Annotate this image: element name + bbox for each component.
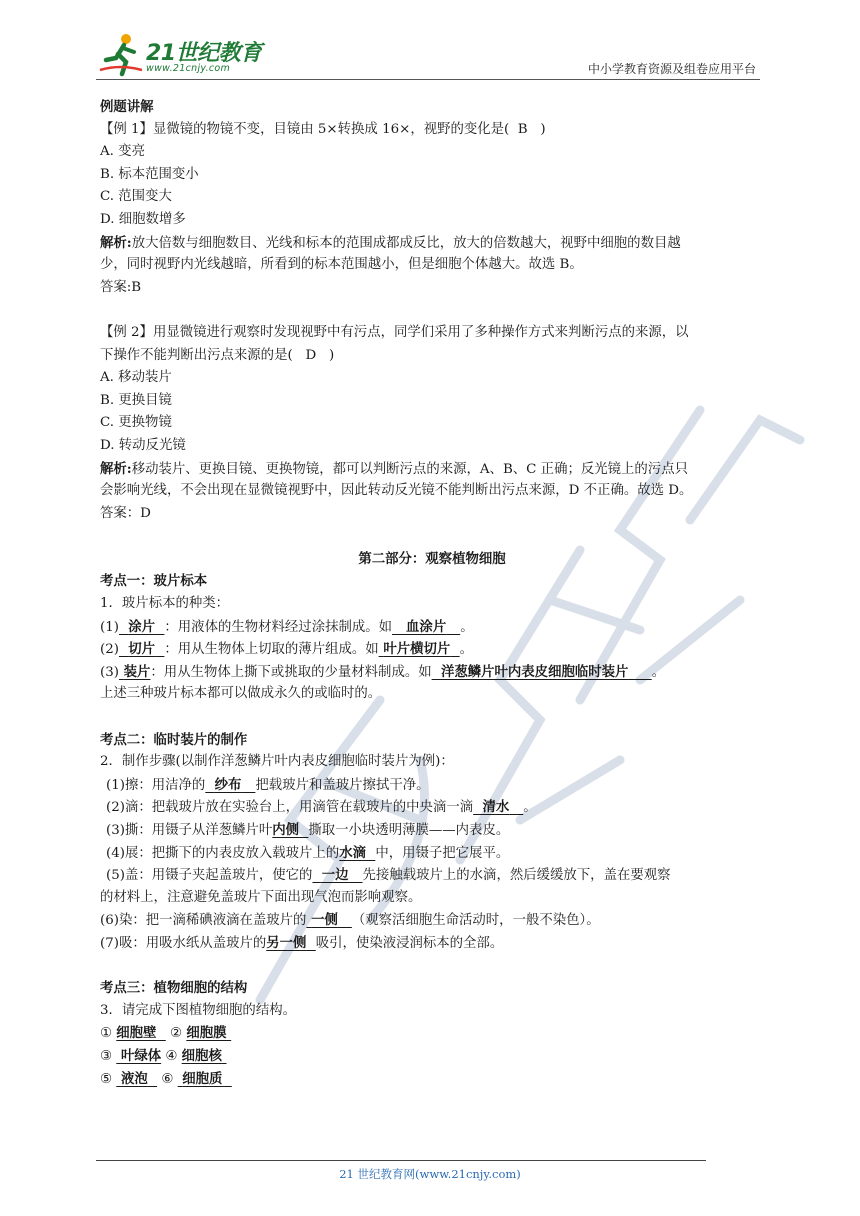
structure-row (100, 1068, 764, 1091)
fill-blank-value: 细胞壁 (116, 1025, 157, 1042)
row-number: (1) (100, 619, 119, 635)
fill-blank (178, 1071, 232, 1087)
step-row (100, 842, 764, 865)
fill-blank-value: 细胞质 (182, 1070, 223, 1087)
fill-blank (272, 822, 308, 838)
row-text: ：用从生物体上撕下或挑取的少量材料制成。如 (150, 664, 432, 680)
example-1-question (100, 119, 764, 142)
logo-url: www.21cnjy.com (146, 63, 231, 74)
kaodian-2-intro: 2．制作步骤(以制作洋葱鳞片叶内表皮细胞临时装片为例)： (100, 754, 454, 770)
fill-blank (339, 845, 375, 861)
kaodian-1-heading: 考点一：玻片标本 (100, 573, 208, 590)
analysis-label: 解析: (100, 234, 132, 251)
example-2-answer: 答案：D (100, 505, 151, 521)
step-row (100, 932, 764, 955)
option: A. 移动装片 (100, 370, 172, 386)
structure-row (100, 1045, 764, 1068)
runner-icon (96, 30, 144, 78)
step-text: (3)撕：用镊子从洋葱鳞片叶 (106, 823, 273, 838)
footer-text: 21 世纪教育网(www.21cnjy.com) (339, 1167, 521, 1181)
option: C. 范围变大 (100, 189, 172, 205)
example-1-answer-mark: B (517, 121, 528, 137)
step-text: 的材料上，注意避免盖玻片下面出现气泡而影响观察。 (100, 889, 422, 905)
fill-blank (392, 619, 460, 635)
kaodian-3-intro: 3．请完成下图植物细胞的结构。 (100, 1002, 296, 1018)
kaodian-1-note: 上述三种玻片标本都可以做成永久的或临时的。 (100, 686, 382, 702)
example-1-analysis (100, 232, 764, 255)
step-text: (6)染：把一滴稀碘液滴在盖玻片的 (100, 913, 307, 929)
row-text: ：用液体的生物材料经过涂抹制成。如 (164, 619, 393, 635)
option: B. 标本范围变小 (100, 166, 199, 182)
fill-blank-value: 另一侧 (266, 934, 307, 951)
example-1-close: ) (540, 121, 546, 137)
fill-blank (306, 912, 351, 928)
analysis-label: 解析: (100, 460, 132, 477)
fill-blank (116, 1025, 166, 1041)
fill-blank-value: 叶片横切片 (383, 641, 451, 658)
fill-blank (119, 641, 164, 657)
row-end: 。 (460, 619, 474, 635)
step-text: （观察活细胞生命活动时，一般不染色）。 (351, 913, 600, 929)
fill-blank-value: 洋葱鳞片叶内表皮细胞临时装片 (440, 663, 629, 680)
fill-blank-value: 细胞膜 (186, 1025, 227, 1042)
step-text: (4)展：把撕下的内表皮放入载玻片上的 (106, 845, 340, 861)
item-number: ③ (100, 1048, 113, 1064)
example-2-answer-mark: D (305, 347, 317, 363)
example-2-prefix: 【例 2】 (100, 324, 153, 340)
step-row (100, 796, 764, 819)
slide-type-row (100, 638, 764, 661)
example-2-question-cont (100, 345, 764, 368)
platform-name: 中小学教育资源及组卷应用平台 (587, 62, 756, 76)
step-text: 吸引，使染液浸润标本的全部。 (315, 935, 504, 951)
row-end: 。 (651, 664, 666, 680)
fill-blank (182, 1048, 227, 1064)
fill-blank-value: 血涂片 (406, 618, 447, 635)
step-row (100, 864, 764, 887)
step-text: (1)擦：用洁净的 (106, 777, 206, 793)
step-text: (2)滴：把载玻片放在实验台上，用滴管在载玻片的中央滴一滴 (106, 800, 474, 816)
fill-blank-value: 叶绿体 (120, 1047, 162, 1064)
step-text: 。 (523, 800, 537, 816)
example-2-close: ) (329, 347, 335, 363)
step-text: (5)盖：用镊子夹起盖玻片，使它的 (106, 868, 313, 884)
step-text: 撕取一小块透明薄膜——内表皮。 (308, 823, 510, 838)
example-2-analysis (100, 458, 764, 481)
step-text: 先接触载玻片上的水滴，然后缓缓放下，盖在要观察 (362, 868, 671, 884)
fill-blank-value: 涂片 (128, 618, 156, 635)
fill-blank (432, 664, 652, 680)
analysis-text: 少，同时视野内光线越暗，所看到的标本范围越小，但是细胞个体越大。故选 B。 (100, 257, 583, 273)
fill-blank (116, 1071, 157, 1087)
fill-blank-value: 清水 (482, 799, 510, 816)
fill-blank-value: 内侧 (272, 822, 300, 838)
document-body (100, 96, 764, 1090)
option: D. 转动反光镜 (100, 437, 186, 453)
fill-blank-value: 切片 (128, 641, 156, 658)
analysis-text: 放大倍数与细胞数目、光线和标本的范围成都成反比，放大的倍数越大，视野中细胞的数目越 (131, 235, 681, 251)
item-number: ① (100, 1026, 113, 1042)
fill-blank-value: 一边 (321, 867, 349, 884)
option: D. 细胞数增多 (100, 211, 186, 227)
example-1-answer: 答案:B (100, 279, 142, 295)
logo (96, 30, 266, 78)
example-2-question (100, 322, 764, 345)
row-number: (2) (100, 642, 119, 658)
fill-blank-value: 液泡 (120, 1070, 148, 1087)
step-row (100, 819, 764, 842)
row-text: ：用从生物体上切取的薄片组成。如 (164, 642, 379, 658)
part2-title: 第二部分：观察植物细胞 (358, 550, 506, 567)
row-end: 。 (459, 642, 473, 658)
item-number: ② (170, 1026, 183, 1042)
fill-blank (312, 867, 362, 883)
page-header (96, 30, 760, 80)
fill-blank (379, 641, 460, 657)
fill-blank-value: 细胞核 (181, 1047, 222, 1064)
fill-blank (119, 619, 164, 635)
example-2-text: 用显微镜进行观察时发现视野中有污点，同学们采用了多种操作方式来判断污点的来源，以 (152, 324, 689, 340)
kaodian-3-heading: 考点三：植物细胞的结构 (100, 980, 248, 997)
fill-blank (119, 664, 150, 680)
fill-blank-value: 一侧 (311, 912, 338, 929)
example-2-text: 下操作不能判断出污点来源的是( (100, 347, 293, 363)
fill-blank (116, 1048, 161, 1064)
footer-divider (96, 1160, 706, 1161)
fill-blank (186, 1025, 231, 1041)
logo-text: 21世纪教育 (146, 41, 262, 66)
fill-blank-value: 水滴 (339, 844, 366, 861)
slide-type-row (100, 661, 764, 684)
row-number: (3) (100, 664, 119, 680)
analysis-text: 会影响光线，不会出现在显微镜视野中，因此转动反光镜不能判断出污点来源，D 不正确。故选 D。 (100, 483, 693, 499)
fill-blank (205, 777, 255, 793)
example-1-prefix: 【例 1】 (100, 121, 153, 137)
step-text: (7)吸：用吸水纸从盖玻片的 (100, 935, 267, 951)
slide-type-row (100, 616, 764, 639)
fill-blank-value: 装片 (123, 663, 151, 680)
step-row (100, 774, 764, 797)
option: B. 更换目镜 (100, 392, 172, 408)
example-1-text: 显微镜的物镜不变，目镜由 5×转换成 16×，视野的变化是( (152, 121, 510, 137)
kaodian-1-intro: 1．玻片标本的种类： (100, 596, 230, 612)
item-number: ⑤ (100, 1071, 113, 1087)
fill-blank (473, 799, 523, 815)
step-text: 中，用镊子把它展平。 (375, 845, 510, 861)
fill-blank (266, 935, 316, 951)
item-number: ⑥ (161, 1071, 174, 1087)
option: C. 更换物镜 (100, 415, 172, 431)
fill-blank-value: 纱布 (214, 776, 242, 793)
header-divider (96, 79, 760, 80)
examples-heading: 例题讲解 (100, 99, 154, 115)
kaodian-2-heading: 考点二：临时装片的制作 (100, 731, 248, 748)
item-number: ④ (165, 1048, 178, 1064)
analysis-text: 移动装片、更换目镜、更换物镜，都可以判断污点的来源，A、B、C 正确；反光镜上的污点只 (131, 461, 688, 477)
step-row (100, 909, 764, 932)
option: A. 变亮 (100, 144, 145, 160)
structure-row (100, 1022, 764, 1045)
step-text: 把载玻片和盖玻片擦拭干净。 (255, 777, 430, 793)
